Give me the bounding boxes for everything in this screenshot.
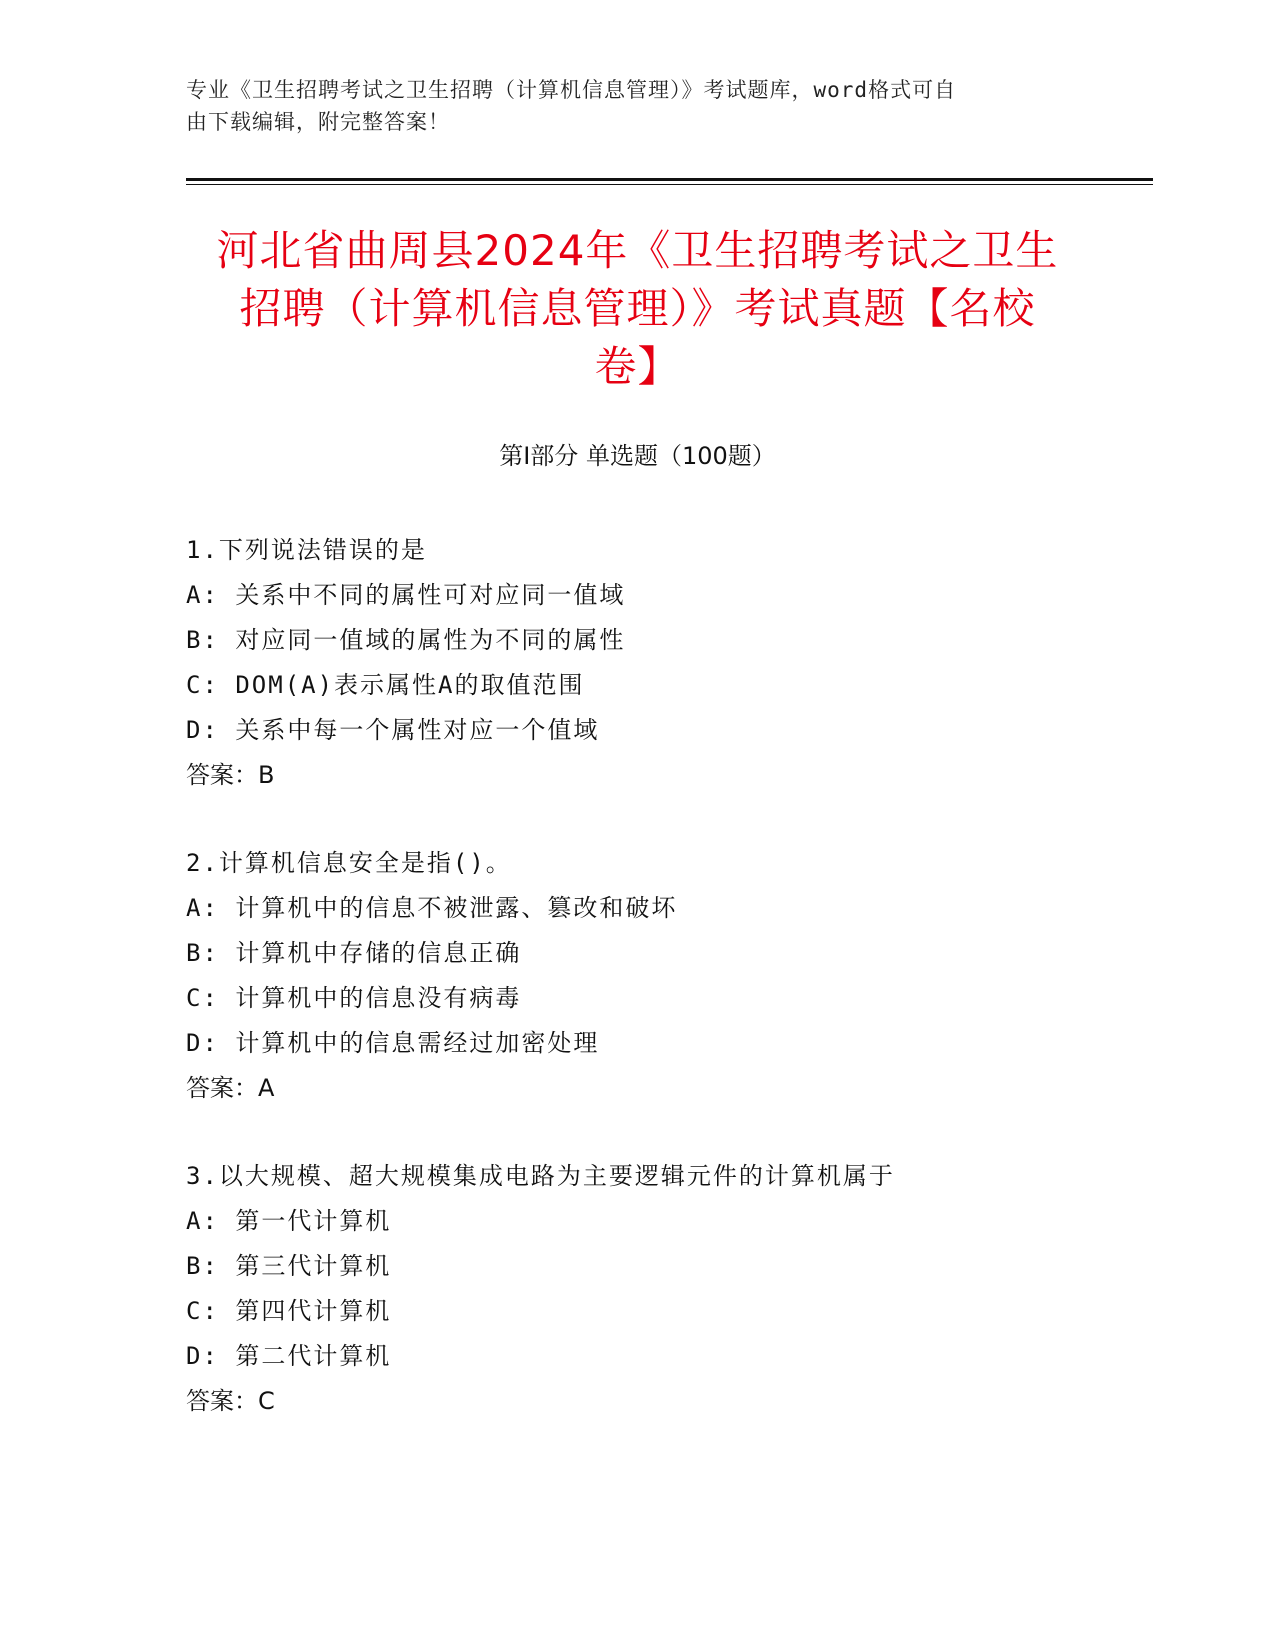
header-note-line-1: 专业《卫生招聘考试之卫生招聘（计算机信息管理）》考试题库，word格式可自	[186, 78, 957, 102]
answer: 答案：A	[186, 1074, 275, 1102]
header-note-line-2: 由下载编辑，附完整答案！	[186, 110, 450, 134]
header-divider-thick	[186, 178, 1153, 181]
option-b: B: 第三代计算机	[186, 1252, 392, 1280]
option-d: D: 关系中每一个属性对应一个值域	[186, 716, 600, 744]
question-stem: 3.以大规模、超大规模集成电路为主要逻辑元件的计算机属于	[186, 1162, 895, 1190]
option-c: C: 第四代计算机	[186, 1297, 392, 1325]
option-d: D: 计算机中的信息需经过加密处理	[186, 1029, 600, 1057]
option-c: C: 计算机中的信息没有病毒	[186, 984, 522, 1012]
header-divider-thin	[186, 184, 1153, 185]
option-b: B: 对应同一值域的属性为不同的属性	[186, 626, 626, 654]
question-2	[186, 841, 1136, 1111]
answer: 答案：B	[186, 761, 275, 789]
question-stem: 2.计算机信息安全是指()。	[186, 849, 512, 877]
option-a: A: 计算机中的信息不被泄露、篡改和破坏	[186, 894, 678, 922]
document-title-line-2: 招聘（计算机信息管理）》考试真题【名校	[239, 284, 1036, 333]
option-a: A: 第一代计算机	[186, 1207, 392, 1235]
question-1	[186, 528, 1136, 798]
option-a: A: 关系中不同的属性可对应同一值域	[186, 581, 626, 609]
question-3	[186, 1154, 1136, 1424]
question-list	[186, 528, 1136, 1467]
header-note	[186, 74, 1086, 138]
option-c: C: DOM(A)表示属性A的取值范围	[186, 671, 585, 699]
question-stem: 1.下列说法错误的是	[186, 536, 427, 564]
section-title: 第Ⅰ部分 单选题（100题）	[499, 442, 776, 470]
option-d: D: 第二代计算机	[186, 1342, 392, 1370]
option-b: B: 计算机中存储的信息正确	[186, 939, 522, 967]
document-title-line-1: 河北省曲周县2024年《卫生招聘考试之卫生	[216, 226, 1059, 275]
answer: 答案：C	[186, 1387, 275, 1415]
document-title	[170, 222, 1105, 396]
document-title-line-3: 卷】	[594, 342, 681, 391]
